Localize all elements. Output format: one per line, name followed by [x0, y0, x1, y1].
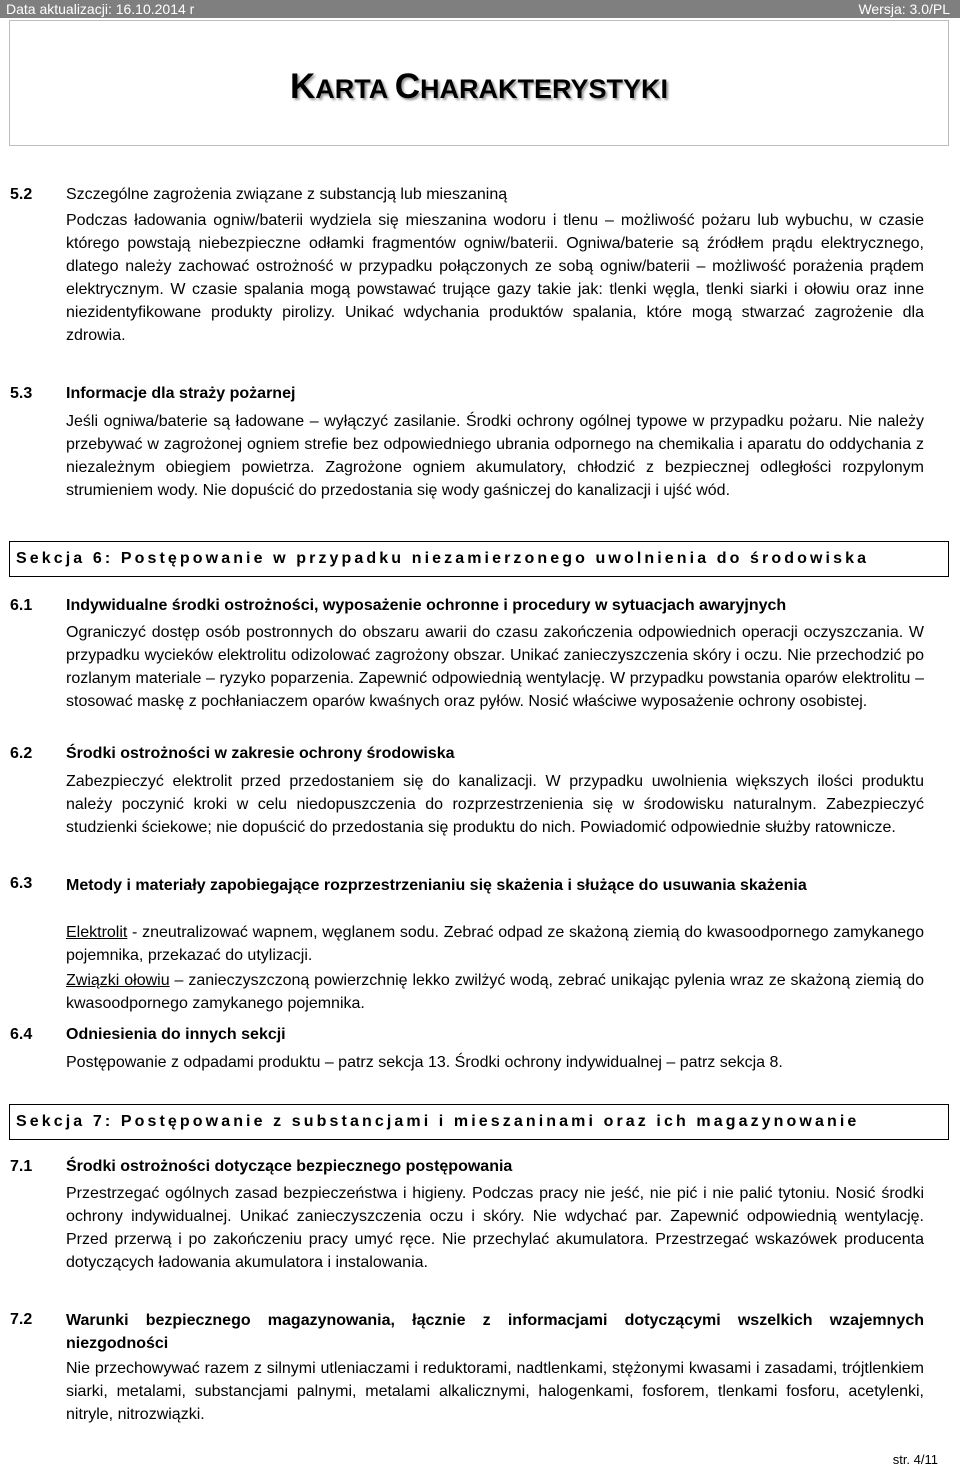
paragraph-6-1: Ograniczyć dostęp osób postronnych do obszaru awarii do czasu zakończenia odpowiednich operacji oczyszczania. W przypadku wycieków elektrolitu odizolować zagrożony obszar. Unikać zanieczyszczenia skóry i oczu. Nie przechodzić po rozlanym materiale – ryzyko poparzenia. Zapewnić odpowiednią wentylację. W przypadku powstania oparów elektrolitu – stosować maskę z pochłaniaczem oparów kwaśnych oraz pyłów. Nosić właściwe wyposażenie ochrony osobistej. [66, 624, 924, 710]
section-6-bar: Sekcja 6: Postępowanie w przypadku niezamierzonego uwolnienia do środowiska [9, 541, 949, 577]
paragraph-5-3: Jeśli ogniwa/baterie są ładowane – wyłączyć zasilanie. Środki ochrony ogólnej typowe w przypadku pożaru. Nie należy przebywać w zagrożonej ogniem strefie bez odpowiedniego ubrania odpornego na chemikalia i aparatu do oddychania z niezależnym obiegiem powietrza. Zagrożone ogniem akumulatory, chłodzić z bezpiecznej odległości rozpylonym strumieniem wody. Nie dopuścić do przedostania się wody gaśniczej do kanalizacji i ujść wód. [66, 413, 924, 499]
page-number: str. 4/11 [892, 1452, 938, 1467]
heading-5-3: Informacje dla straży pożarnej [66, 385, 296, 402]
heading-6-1: Indywidualne środki ostrożności, wyposażenie ochronne i procedury w sytuacjach awaryjnych [66, 597, 787, 614]
heading-6-3: Metody i materiały zapobiegające rozprzestrzenianiu się skażenia i służące do usuwania skażenia [66, 877, 807, 894]
term-lead-compounds: Związki ołowiu [66, 972, 170, 989]
paragraph-6-2: Zabezpieczyć elektrolit przed przedostaniem się do kanalizacji. W przypadku uwolnienia większych ilości produktu należy poczynić kroki w celu niedopuszczenia do rozprzestrzenienia się w środowisku naturalnym. Zabezpieczyć studzienki ściekowe; nie dopuścić do przedostania się produktu do nich. Powiadomić odpowiednie służby ratownicze. [66, 773, 924, 836]
paragraph-6-3-lead [66, 969, 924, 1015]
heading-6-2: Środki ostrożności w zakresie ochrony środowiska [66, 745, 455, 762]
version-label: Wersja: 3.0/PL [858, 1, 950, 17]
text-lead-compounds: – zanieczyszczoną powierzchnię lekko zwilżyć wodą, zebrać unikając pylenia wraz ze skażoną ziemią do kwasoodpornego zamykanego pojemnika. [66, 972, 925, 1012]
section-7-bar: Sekcja 7: Postępowanie z substancjami i mieszaninami oraz ich magazynowanie [9, 1104, 949, 1140]
heading-7-1: Środki ostrożności dotyczące bezpiecznego postępowania [66, 1158, 513, 1175]
section-number-7-2: 7.2 [10, 1311, 33, 1328]
term-electrolyte: Elektrolit [66, 924, 128, 941]
section-number-6-1: 6.1 [10, 597, 33, 614]
section-number-7-1: 7.1 [10, 1158, 33, 1175]
paragraph-7-2: Nie przechowywać razem z silnymi utleniaczami i reduktorami, nadtlenkami, stężonymi kwasami i zasadami, trójtlenkiem siarki, metalami, substancjami palnymi, metalami alkalicznymi, halogenkami, fosforem, tlenkami fosforu, acetylenki, nitryle, nitrozwiązki. [66, 1360, 924, 1423]
document-title: KARTA CHARAKTERYSTYKI [289, 67, 669, 106]
heading-5-2: Szczególne zagrożenia związane z substancją lub mieszaniną [66, 186, 508, 203]
section-number-6-4: 6.4 [10, 1026, 33, 1043]
section-number-5-3: 5.3 [10, 385, 33, 402]
paragraph-7-1: Przestrzegać ogólnych zasad bezpieczeństwa i higieny. Podczas pracy nie jeść, nie pić i nie palić tytoniu. Nosić środki ochrony indywidualnej. Unikać zanieczyszczenia oczu i skóry. Nie wdychać par. Zapewnić odpowiednią wentylację. Przed przerwą i po zakończeniu pracy umyć ręce. Nie przechylać akumulatora. Przestrzegać wskazówek producenta dotyczących ładowania akumulatora i instalowania. [66, 1185, 924, 1271]
section-number-6-3: 6.3 [10, 875, 33, 892]
paragraph-6-4: Postępowanie z odpadami produktu – patrz sekcja 13. Środki ochrony indywidualnej – patrz sekcja 8. [66, 1054, 783, 1071]
section-number-5-2: 5.2 [10, 186, 33, 203]
section-number-6-2: 6.2 [10, 745, 33, 762]
paragraph-5-2: Podczas ładowania ogniw/baterii wydziela się mieszanina wodoru i tlenu – możliwość pożaru lub wybuchu, w czasie którego powstają niebezpieczne odłamki fragmentów ogniw/baterii. Ogniwa/baterie są źródłem prądu elektrycznego, dlatego należy zachować ostrożność w przypadku połączonych ze sobą ogniw/baterii – możliwość porażenia prądem elektrycznym. W czasie spalania mogą powstawać trujące gazy takie jak: tlenki węgla, tlenki siarki i ołowiu oraz inne niezidentyfikowane produkty pirolizy. Unikać wdychania produktów spalania, które mogą stwarzać zagrożenie dla zdrowia. [66, 212, 924, 344]
heading-6-4: Odniesienia do innych sekcji [66, 1026, 286, 1043]
paragraph-6-3-electrolyte [66, 921, 924, 967]
update-date: Data aktualizacji: 16.10.2014 r [6, 1, 195, 17]
heading-7-2: Warunki bezpiecznego magazynowania, łącznie z informacjami dotyczącymi wszelkich wzajemnych niezgodności [66, 1312, 924, 1352]
text-electrolyte: - zneutralizować wapnem, węglanem sodu. Zebrać odpad ze skażoną ziemią do kwasoodpornego zamykanego pojemnika, przekazać do utylizacji. [66, 924, 924, 964]
